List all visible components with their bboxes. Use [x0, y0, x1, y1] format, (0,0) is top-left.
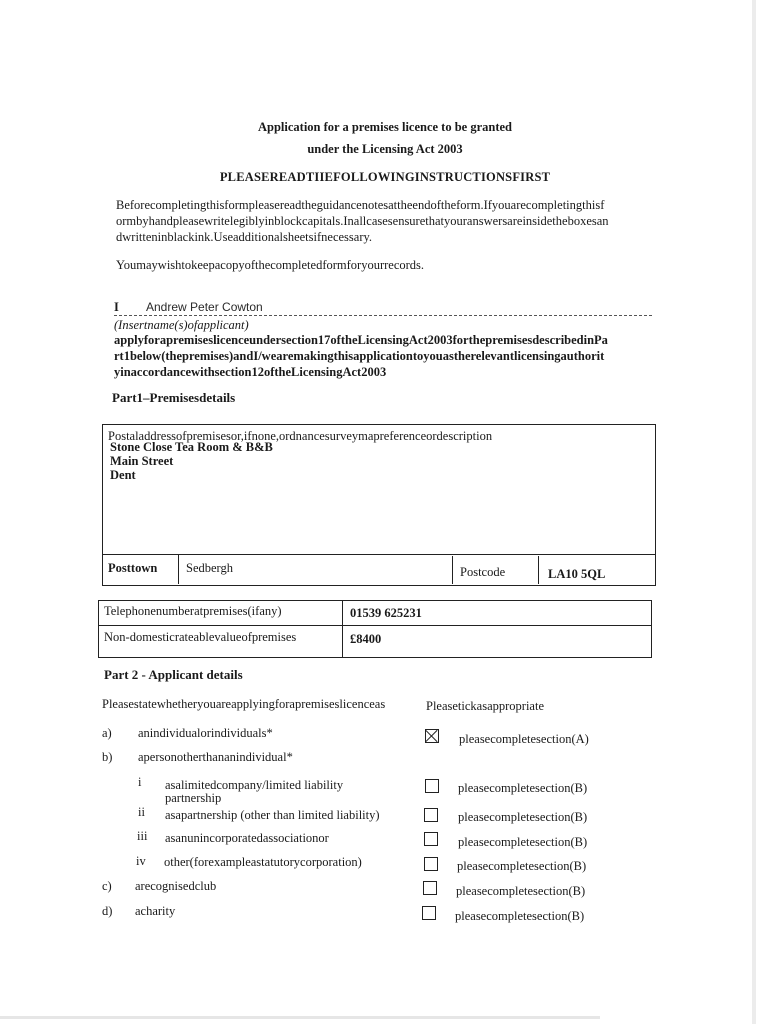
part1-heading: Part1–Premisesdetails	[112, 390, 236, 405]
address-line2: Main Street	[110, 454, 174, 468]
applicant-pronoun: I	[114, 300, 119, 314]
option-b-ii-action: pleasecompletesection(B)	[458, 810, 588, 824]
form-title-line1: Application for a premises licence to be granted	[257, 120, 513, 134]
posttown-divider	[178, 554, 179, 584]
option-a-action: pleasecompletesection(A)	[459, 732, 589, 746]
posttown-value: Sedbergh	[186, 561, 233, 575]
option-b-i-label: asalimitedcompany/limited liability	[165, 778, 344, 792]
option-b-i-letter: i	[138, 775, 142, 789]
option-d-letter: d)	[102, 904, 113, 918]
option-b-letter: b)	[102, 750, 113, 764]
option-b-iv-letter: iv	[136, 854, 146, 868]
applicant-name-line	[114, 315, 652, 316]
option-b-ii-letter: ii	[138, 805, 145, 819]
tick-instruction: Pleasetickasappropriate	[426, 699, 545, 713]
address-line1: Stone Close Tea Room & B&B	[110, 440, 273, 454]
postcode-divider-right	[538, 556, 539, 584]
premises-info-column-divider	[342, 601, 343, 657]
form-title-line2: under the Licensing Act 2003	[307, 142, 463, 156]
declaration-line2: rt1below(thepremises)andI/wearemakingthisapplicationtoyouastherelevantlicensingauthorit	[114, 349, 605, 363]
option-b-label: apersonotherthananindividual*	[138, 750, 293, 764]
option-b-iii-label: asanunincorporatedassociationor	[165, 831, 329, 845]
option-b-iii-letter: iii	[137, 829, 148, 843]
declaration-line1: applyforapremiseslicenceundersection17oftheLicensingAct2003forthepremisesdescribedinPa	[114, 333, 608, 347]
option-b-iv-checkbox[interactable]	[424, 857, 438, 871]
option-b-ii-checkbox[interactable]	[424, 808, 438, 822]
option-c-checkbox[interactable]	[423, 881, 437, 895]
option-c-label: arecognisedclub	[135, 879, 217, 893]
option-d-label: acharity	[135, 904, 176, 918]
rateable-value: £8400	[350, 632, 382, 646]
option-c-action: pleasecompletesection(B)	[456, 884, 586, 898]
copy-note: Youmaywishtokeepacopyofthecompletedformforyourrecords.	[116, 258, 425, 272]
option-c-letter: c)	[102, 879, 112, 893]
option-b-ii-label: asapartnership (other than limited liability)	[165, 808, 380, 822]
option-a-label: anindividualorindividuals*	[138, 726, 273, 740]
address-line3: Dent	[110, 468, 136, 482]
postcode-value: LA10 5QL	[548, 567, 606, 581]
option-b-i-label-cont: partnership	[165, 791, 222, 805]
instructions-line2: ormbyhandpleasewritelegiblyinblockcapitals.Inallcasesensurethatyouranswersareinsidetheboxesan	[116, 214, 609, 228]
postcode-divider-left	[452, 556, 453, 584]
option-b-iv-action: pleasecompletesection(B)	[457, 859, 587, 873]
address-label: Postaladdressofpremisesor,ifnone,ordnancesurveymapreferenceordescription	[108, 429, 493, 443]
part2-heading: Part 2 - Applicant details	[104, 667, 243, 682]
declaration-line3: yinaccordancewithsection12oftheLicensingAct2003	[114, 365, 387, 379]
option-b-i-action: pleasecompletesection(B)	[458, 781, 588, 795]
premises-info-divider	[99, 625, 651, 626]
applicant-name-caption: (Insertname(s)ofapplicant)	[114, 318, 249, 332]
option-a-checkbox[interactable]	[425, 729, 439, 743]
scan-bottom-edge	[0, 1016, 600, 1019]
option-b-iv-label: other(forexampleastatutorycorporation)	[164, 855, 362, 869]
instructions-line1: Beforecompletingthisformpleasereadtheguidancenotesattheendoftheform.Ifyouarecompletingthisf	[116, 198, 605, 212]
applicant-type-question: Pleasestatewhetheryouareapplyingforapremiseslicenceas	[102, 697, 386, 711]
option-d-action: pleasecompletesection(B)	[455, 909, 585, 923]
option-a-letter: a)	[102, 726, 112, 740]
posttown-label: Posttown	[108, 561, 158, 575]
option-b-iii-action: pleasecompletesection(B)	[458, 835, 588, 849]
scan-edge-shadow	[752, 0, 756, 1024]
instructions-heading: PLEASEREADTIIEFOLLOWINGINSTRUCTIONSFIRST	[219, 170, 551, 184]
posttown-row-divider	[103, 554, 655, 555]
option-d-checkbox[interactable]	[422, 906, 436, 920]
option-b-iii-checkbox[interactable]	[424, 832, 438, 846]
telephone-label: Telephonenumberatpremises(ifany)	[104, 604, 282, 618]
rateable-value-label: Non-domesticrateablevalueofpremises	[104, 630, 297, 644]
option-b-i-checkbox[interactable]	[425, 779, 439, 793]
instructions-line3: dwritteninblackink.Useadditionalsheetsifnecessary.	[116, 230, 373, 244]
telephone-value: 01539 625231	[350, 606, 422, 620]
postcode-label: Postcode	[460, 565, 506, 579]
applicant-name: Andrew Peter Cowton	[146, 300, 263, 314]
